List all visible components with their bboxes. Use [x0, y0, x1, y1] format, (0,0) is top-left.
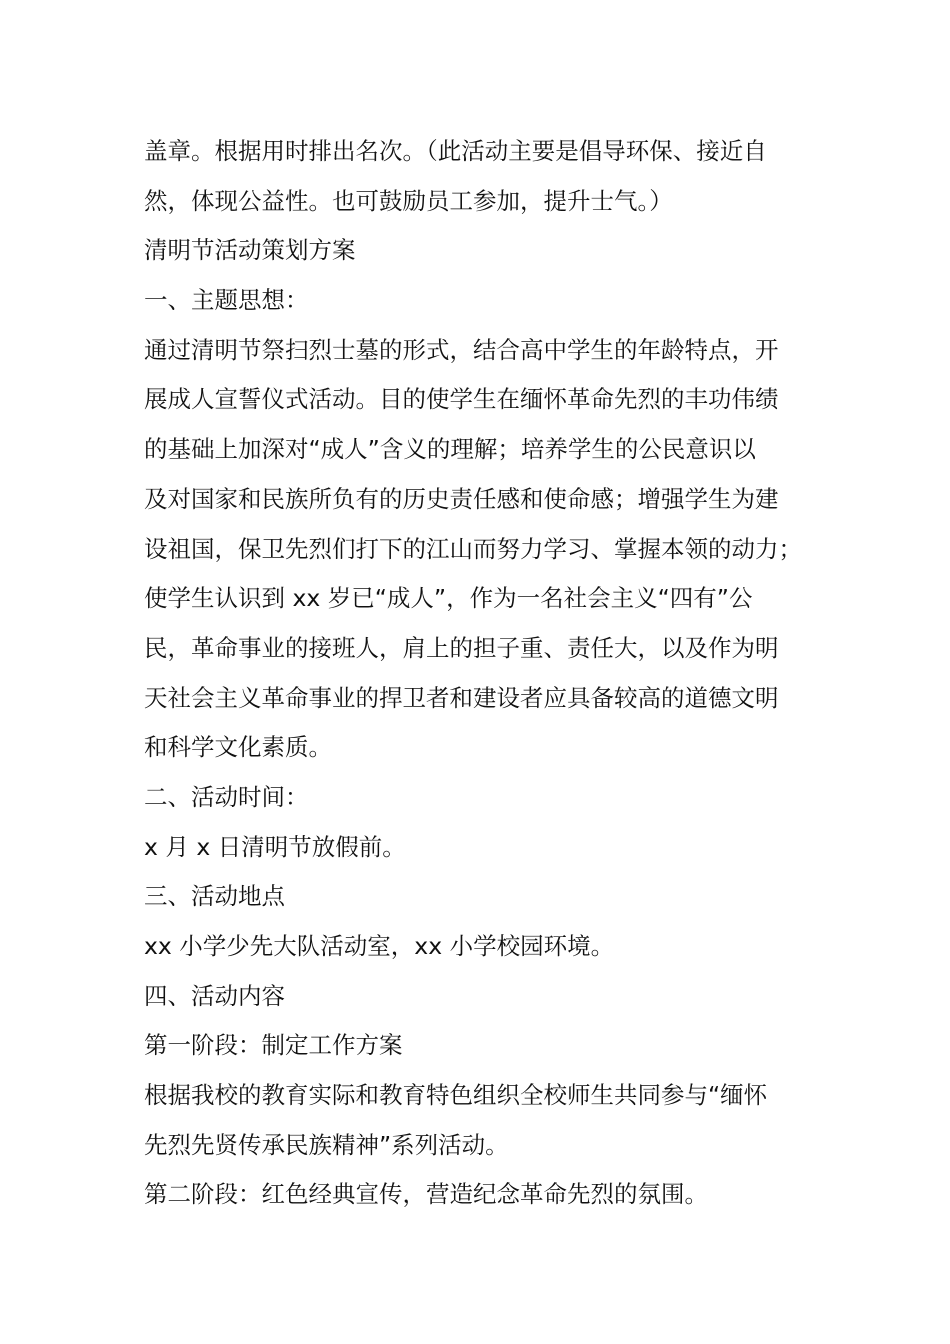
body-text-line: 和科学文化素质。 — [144, 733, 332, 762]
body-text-line: 设祖国，保卫先烈们打下的江山而努力学习、掌握本领的动力； — [144, 534, 802, 563]
body-text-line: 展成人宣誓仪式活动。目的使学生在缅怀革命先烈的丰功伟绩 — [144, 385, 779, 414]
body-text-line: 民，革命事业的接班人，肩上的担子重、责任大，以及作为明 — [144, 633, 779, 662]
body-text-line: 根据我校的教育实际和教育特色组织全校师生共同参与“缅怀 — [144, 1081, 768, 1110]
body-text-line: 使学生认识到 xx 岁已“成人”，作为一名社会主义“四有”公 — [144, 584, 753, 613]
section-heading: 一、主题思想： — [144, 286, 309, 315]
body-text-line: 先烈先贤传承民族精神”系列活动。 — [144, 1130, 509, 1159]
body-text-line: 然，体现公益性。也可鼓励员工参加，提升士气。） — [144, 186, 673, 215]
section-title: 清明节活动策划方案 — [144, 236, 356, 265]
body-text-line: 的基础上加深对“成人”含义的理解；培养学生的公民意识以 — [144, 435, 756, 464]
body-text-line: 及对国家和民族所负有的历史责任感和使命感；增强学生为建 — [144, 484, 779, 513]
body-text-line: 通过清明节祭扫烈士墓的形式，结合高中学生的年龄特点，开 — [144, 335, 779, 364]
section-heading: 二、活动时间： — [144, 782, 309, 811]
document-body — [144, 127, 824, 1220]
body-text-line: 天社会主义革命事业的捍卫者和建设者应具备较高的道德文明 — [144, 683, 779, 712]
stage-heading: 第一阶段：制定工作方案 — [144, 1031, 403, 1060]
body-text-line: x 月 x 日清明节放假前。 — [144, 832, 406, 861]
stage-heading: 第二阶段：红色经典宣传，营造纪念革命先烈的氛围。 — [144, 1180, 708, 1209]
body-text-line: xx 小学少先大队活动室，xx 小学校园环境。 — [144, 932, 615, 960]
section-heading: 三、活动地点 — [144, 882, 285, 911]
section-heading: 四、活动内容 — [144, 981, 285, 1010]
body-text-line: 盖章。根据用时排出名次。（此活动主要是倡导环保、接近自 — [144, 137, 767, 165]
